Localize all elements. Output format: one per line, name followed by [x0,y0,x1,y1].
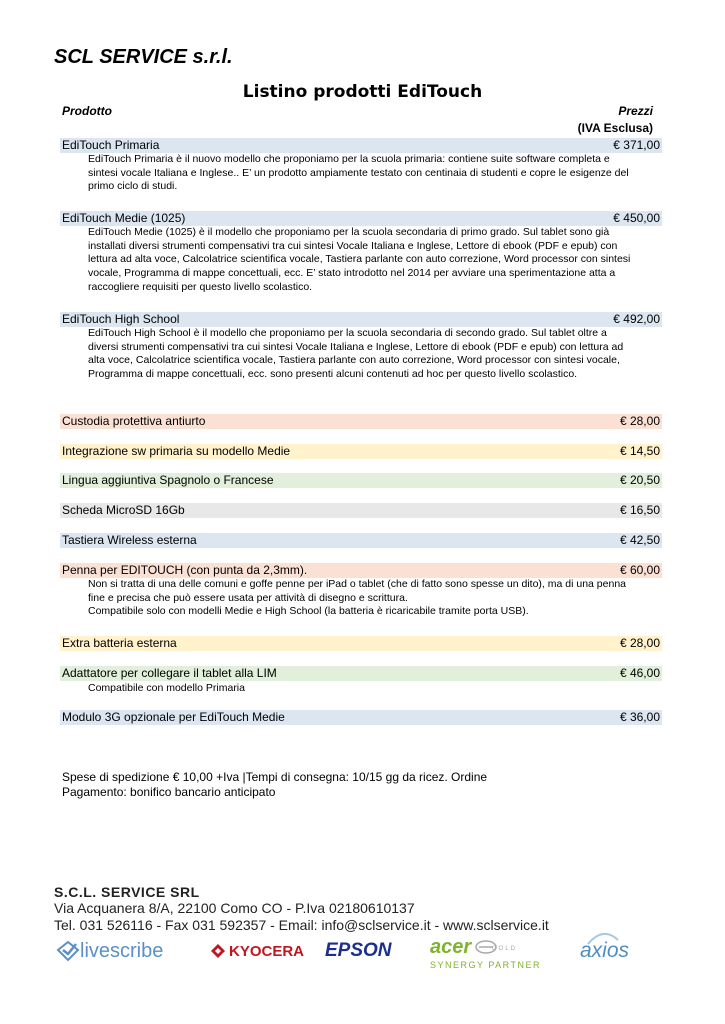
product-name: EdiTouch Medie (1025) [62,211,186,225]
description-line: raccogliere requisiti per questo livello scolastico. [88,280,313,293]
product-description-medie [88,226,662,295]
accessory-price: € 46,00 [619,666,660,680]
product-name: EdiTouch High School [62,312,180,326]
accessory-name: Tastiera Wireless esterna [62,533,197,547]
description-line: sintesi vocale Italiana e Inglese.. E’ un prodotto ampiamente testato con centinaia di studenti e copre le esigenze del [88,166,629,179]
accessory-name: Scheda MicroSD 16Gb [62,503,185,517]
accessory-name: Penna per EDITOUCH (con punta da 2,3mm). [62,563,308,577]
accessory-price: € 14,50 [619,444,660,458]
axios-arc-icon [586,930,620,946]
accessory-price: € 42,50 [619,533,660,547]
product-name: EdiTouch Primaria [62,138,160,152]
description-line: installati diversi strumenti compensativi tra cui sintesi Vocale Italiana e Inglese, Lettore di ebook (PDF e epub) con [88,239,618,252]
column-header-price: Prezzi [618,104,653,118]
synergy-partner-label: SYNERGY PARTNER [430,960,542,970]
livescribe-wordmark: livescribe [80,939,164,962]
payment-note: Pagamento: bonifico bancario anticipato [62,785,276,799]
accessory-price: € 60,00 [619,563,660,577]
kyocera-logo [210,938,304,964]
footer-address: Via Acquanera 8/A, 22100 Como CO - P.Iva 02180610137 [54,900,415,916]
description-line: EdiTouch High School è il modello che proponiamo per la scuola secondaria di secondo grado. Sul tablet oltre a [88,327,607,339]
accessory-price: € 36,00 [619,710,660,724]
accessory-price: € 28,00 [619,636,660,650]
accessory-row-custodia [60,414,662,429]
description-line: EdiTouch Primaria è il nuovo modello che proponiamo per la scuola primaria: contiene suite software completa e [88,153,610,165]
description-line: Compatibile solo con modelli Medie e High School (la batteria è ricaricabile tramite porta USB). [88,605,529,618]
accessory-name: Modulo 3G opzionale per EdiTouch Medie [62,710,285,724]
product-price: € 492,00 [613,312,660,326]
description-line: alta voce, Calcolatrice scientifica vocale, Tastiera parlante con auto correzione, Word processor con sintesi vocale, [88,354,620,367]
description-line: vocale, Programma di mappe concettuali, ecc. E’ stato introdotto nel 2014 per avviare una sperimentazione atta a [88,267,616,280]
accessory-name: Extra batteria esterna [62,636,177,650]
accessory-row-penna [60,563,662,578]
description-line: primo ciclo di studi. [88,180,178,193]
accessory-row-batteria [60,636,662,651]
description-line: fine e precisa che può essere usata per attività di disegno e scrittura. [88,591,408,604]
column-header-iva: (IVA Esclusa) [577,121,653,135]
product-description-high-school [88,327,662,382]
axios-wordmark: axios [580,939,630,962]
epson-logo [325,938,392,964]
accessory-row-adattatore [60,666,662,681]
footer-company-name: S.C.L. SERVICE SRL [54,884,200,900]
description-line: lettura ad alta voce, Calcolatrice scientifica vocale, Tastiera parlante con auto correzione, Word processor con sintesi [88,253,631,266]
accessory-description-adattatore [88,682,662,696]
accessory-row-lingua [60,473,662,488]
product-price: € 450,00 [613,211,660,225]
kyocera-mark-icon [210,943,226,959]
product-price: € 371,00 [613,138,660,152]
accessory-description-penna [88,578,662,619]
kyocera-wordmark: KYOCERA [229,942,305,960]
accessory-row-tastiera [60,533,662,548]
product-row-medie [60,211,662,226]
description-line: Non si tratta di una delle comuni e goffe penne per iPad o tablet (che di fatto sono spesse un dito), ma di una penna [88,578,626,590]
epson-wordmark: EPSON [325,940,392,961]
accessory-price: € 28,00 [619,414,660,428]
footer-contacts: Tel. 031 526116 - Fax 031 592357 - Email: info@sclservice.it - www.sclservice.it [54,917,549,933]
description-line: Programma di mappe concettuali, ecc. sono presenti alcuni contenuti ad hoc per questo livello scolastico. [88,368,578,381]
acer-logo [430,934,497,960]
axios-logo [580,938,629,964]
accessory-name: Custodia protettiva antiurto [62,414,206,428]
accessory-name: Integrazione sw primaria su modello Medie [62,444,291,458]
livescribe-logo [56,938,163,964]
acer-wordmark: acer [430,935,472,958]
livescribe-mark-icon [56,940,80,962]
accessory-row-modulo-3g [60,710,662,725]
description-line: diversi strumenti compensativi tra cui sintesi Vocale Italiana e Inglese, Lettore di ebook (PDF e epub) con lettura ad [88,340,624,353]
product-row-primaria [60,138,662,153]
accessory-price: € 16,50 [619,503,660,517]
column-header-product: Prodotto [62,104,112,118]
shipping-note: Spese di spedizione € 10,00 +Iva |Tempi di consegna: 10/15 gg da ricez. Ordine [62,770,488,784]
product-description-primaria [88,153,662,194]
accessory-row-integrazione [60,444,662,459]
description-line: EdiTouch Medie (1025) è il modello che proponiamo per la scuola secondaria di primo grado. Sul tablet sono già [88,226,610,238]
acer-gold-label: GOLD [492,946,518,952]
accessory-name: Lingua aggiuntiva Spagnolo o Francese [62,473,274,487]
company-name: SCL SERVICE s.r.l. [54,46,233,68]
accessory-name: Adattatore per collegare il tablet alla LIM [62,666,277,680]
description-line: Compatibile con modello Primaria [88,682,245,694]
accessory-price: € 20,50 [619,473,660,487]
product-row-high-school [60,312,662,327]
page-title: Listino prodotti EdiTouch [242,82,483,102]
accessory-row-microsd [60,503,662,518]
